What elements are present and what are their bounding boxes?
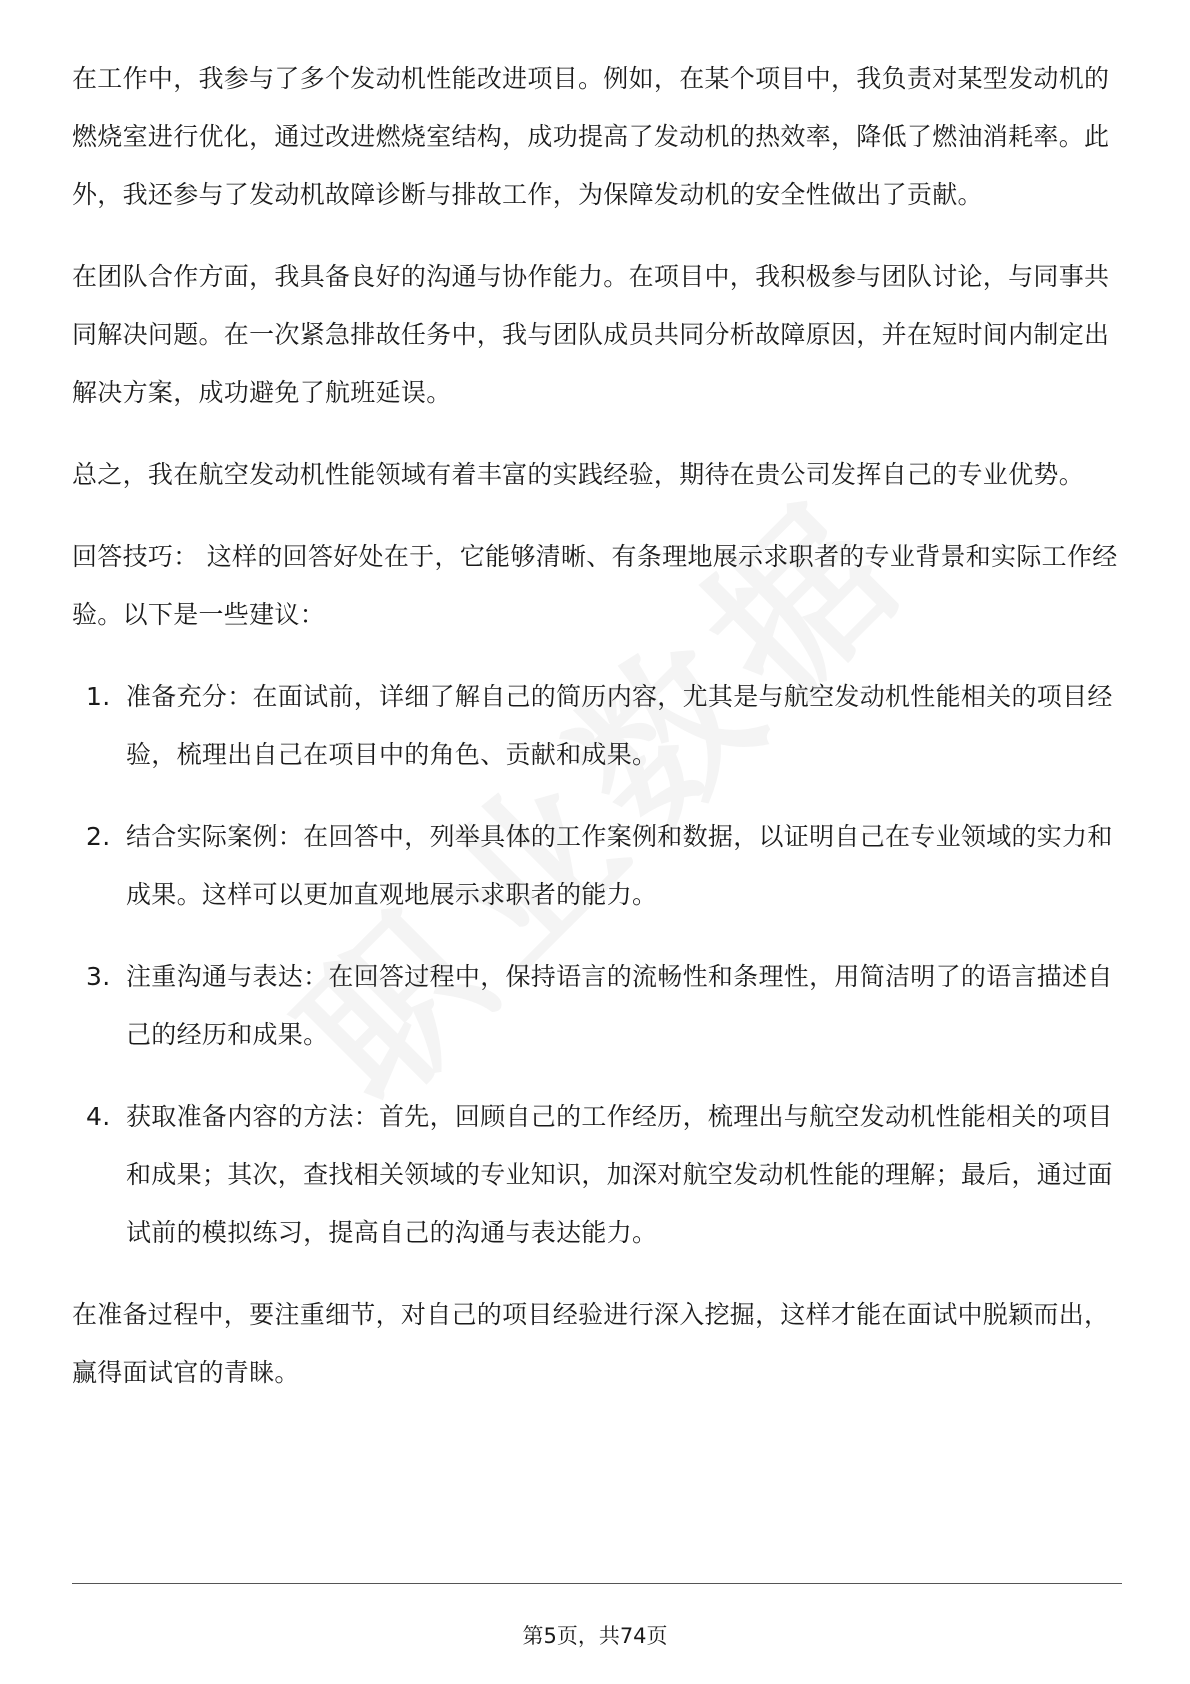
paragraph-answer-tips: 回答技巧： 这样的回答好处在于，它能够清晰、有条理地展示求职者的专业背景和实际工作经验。以下是一些建议： <box>72 542 1118 629</box>
list-item <box>72 948 1122 1064</box>
list-item-text: 注重沟通与表达：在回答过程中，保持语言的流畅性和条理性，用简洁明了的语言描述自己的经历和成果。 <box>126 962 1113 1049</box>
document-body <box>72 50 1122 1426</box>
list-item-text: 结合实际案例：在回答中，列举具体的工作案例和数据，以证明自己在专业领域的实力和成果。这样可以更加直观地展示求职者的能力。 <box>126 822 1113 909</box>
list-item-number: 2. <box>86 822 111 851</box>
list-item-number: 3. <box>86 962 111 991</box>
paragraph-closing: 在准备过程中，要注重细节，对自己的项目经验进行深入挖掘，这样才能在面试中脱颖而出，赢得面试官的青睐。 <box>72 1300 1110 1387</box>
list-item <box>72 808 1122 924</box>
list-item-text: 准备充分：在面试前，详细了解自己的简历内容，尤其是与航空发动机性能相关的项目经验，梳理出自己在项目中的角色、贡献和成果。 <box>126 682 1113 769</box>
paragraph-summary: 总之，我在航空发动机性能领域有着丰富的实践经验，期待在贵公司发挥自己的专业优势。 <box>72 460 1085 489</box>
paragraph-teamwork: 在团队合作方面，我具备良好的沟通与协作能力。在项目中，我积极参与团队讨论，与同事共同解决问题。在一次紧急排故任务中，我与团队成员共同分析故障原因，并在短时间内制定出解决方案，成功避免了航班延误。 <box>72 262 1110 407</box>
list-item-text: 获取准备内容的方法：首先，回顾自己的工作经历，梳理出与航空发动机性能相关的项目和成果；其次，查找相关领域的专业知识，加深对航空发动机性能的理解；最后，通过面试前的模拟练习，提高自己的沟通与表达能力。 <box>126 1102 1113 1247</box>
tips-list <box>72 668 1122 1262</box>
paragraph-work-experience: 在工作中，我参与了多个发动机性能改进项目。例如，在某个项目中，我负责对某型发动机的燃烧室进行优化，通过改进燃烧室结构，成功提高了发动机的热效率，降低了燃油消耗率。此外，我还参与了发动机故障诊断与排故工作，为保障发动机的安全性做出了贡献。 <box>72 64 1110 209</box>
list-item <box>72 668 1122 784</box>
page-number: 第5页，共74页 <box>522 1624 668 1648</box>
footer-divider <box>72 1583 1122 1584</box>
list-item-number: 1. <box>86 682 111 711</box>
list-item <box>72 1088 1122 1262</box>
list-item-number: 4. <box>86 1102 111 1131</box>
